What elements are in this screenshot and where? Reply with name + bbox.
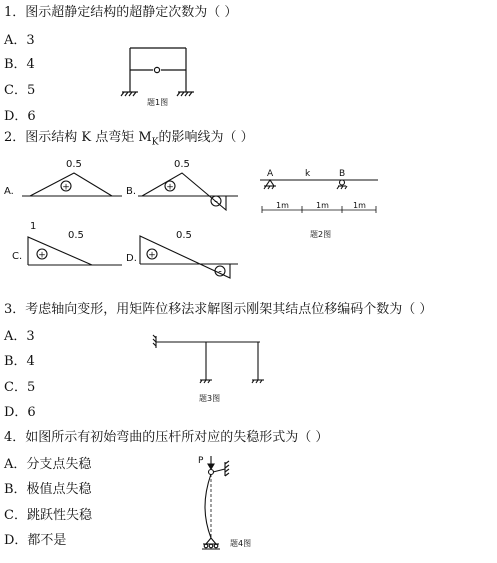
q2-beam-support-b: B	[339, 169, 346, 179]
q2-panel-c-plus: +	[38, 250, 46, 261]
q2-panel-b-diagram	[138, 170, 238, 220]
q2-beam-span-1: 1m	[276, 201, 289, 210]
q2-beam-span-3: 1m	[353, 201, 366, 210]
q3-figure-caption: 题3图	[199, 394, 221, 403]
q2-stem-sub: K	[151, 137, 159, 148]
q2-panel-a-diagram	[22, 170, 122, 200]
q4-option-b: B．极值点失稳	[4, 482, 92, 497]
q2-panel-d-diagram	[138, 234, 238, 280]
q2-panel-d-value: 0.5	[176, 230, 192, 241]
q2-panel-d-plus: +	[148, 250, 156, 261]
q4-figure-caption: 题4图	[230, 539, 252, 548]
q1-option-d: D．6	[4, 109, 36, 124]
q2-panel-c-unit: 1	[30, 221, 37, 232]
q2-stem-post: 的影响线为（ ）	[158, 130, 254, 145]
q4-stem: 4．如图所示有初始弯曲的压杆所对应的失稳形式为（ ）	[4, 430, 329, 445]
q4-option-a: A．分支点失稳	[4, 457, 92, 472]
q2-panel-b-minus: -	[214, 196, 218, 208]
q3-frame-figure	[150, 330, 270, 390]
q2-beam-span-2: 1m	[316, 201, 329, 210]
q2-panel-a-value: 0.5	[66, 159, 82, 170]
q2-panel-d-minus: -	[218, 266, 222, 278]
q3-option-c: C．5	[4, 380, 36, 395]
q1-stem: 1．图示超静定结构的超静定次数为（ ）	[4, 5, 238, 20]
q2-panel-d-label: D.	[126, 253, 137, 264]
q2-panel-a-plus: +	[62, 182, 70, 193]
q2-beam-figure	[258, 166, 380, 216]
q2-panel-b-label: B.	[126, 186, 137, 197]
q3-stem: 3．考虑轴向变形，用矩阵位移法求解图示刚架其结点位移编码个数为（ ）	[4, 302, 433, 317]
q2-panel-b-plus: +	[166, 182, 174, 193]
q2-panel-c-value: 0.5	[68, 230, 84, 241]
q2-beam-point-k: k	[305, 169, 311, 179]
q2-figure-caption: 题2图	[310, 230, 332, 239]
q2-panel-a-label: A.	[4, 186, 14, 197]
q3-option-a: A．3	[4, 329, 35, 344]
q1-option-b: B．4	[4, 57, 35, 72]
q1-figure-caption: 题1图	[147, 98, 169, 107]
q4-load-label: P	[198, 456, 204, 466]
q3-option-d: D．6	[4, 405, 36, 420]
q2-stem	[4, 131, 254, 148]
q3-option-b: B．4	[4, 354, 35, 369]
q2-panel-c-diagram	[22, 232, 122, 268]
q4-option-c: C．跳跃性失稳	[4, 508, 92, 523]
q2-panel-c-label: C.	[12, 251, 23, 262]
q2-panel-b-value: 0.5	[174, 159, 190, 170]
q2-beam-support-a: A	[267, 169, 274, 179]
q1-option-c: C．5	[4, 83, 36, 98]
q2-stem-pre: 2．图示结构 K 点弯矩 M	[4, 130, 152, 145]
q4-option-d: D．都不是	[4, 533, 67, 548]
q1-option-a: A．3	[4, 33, 35, 48]
